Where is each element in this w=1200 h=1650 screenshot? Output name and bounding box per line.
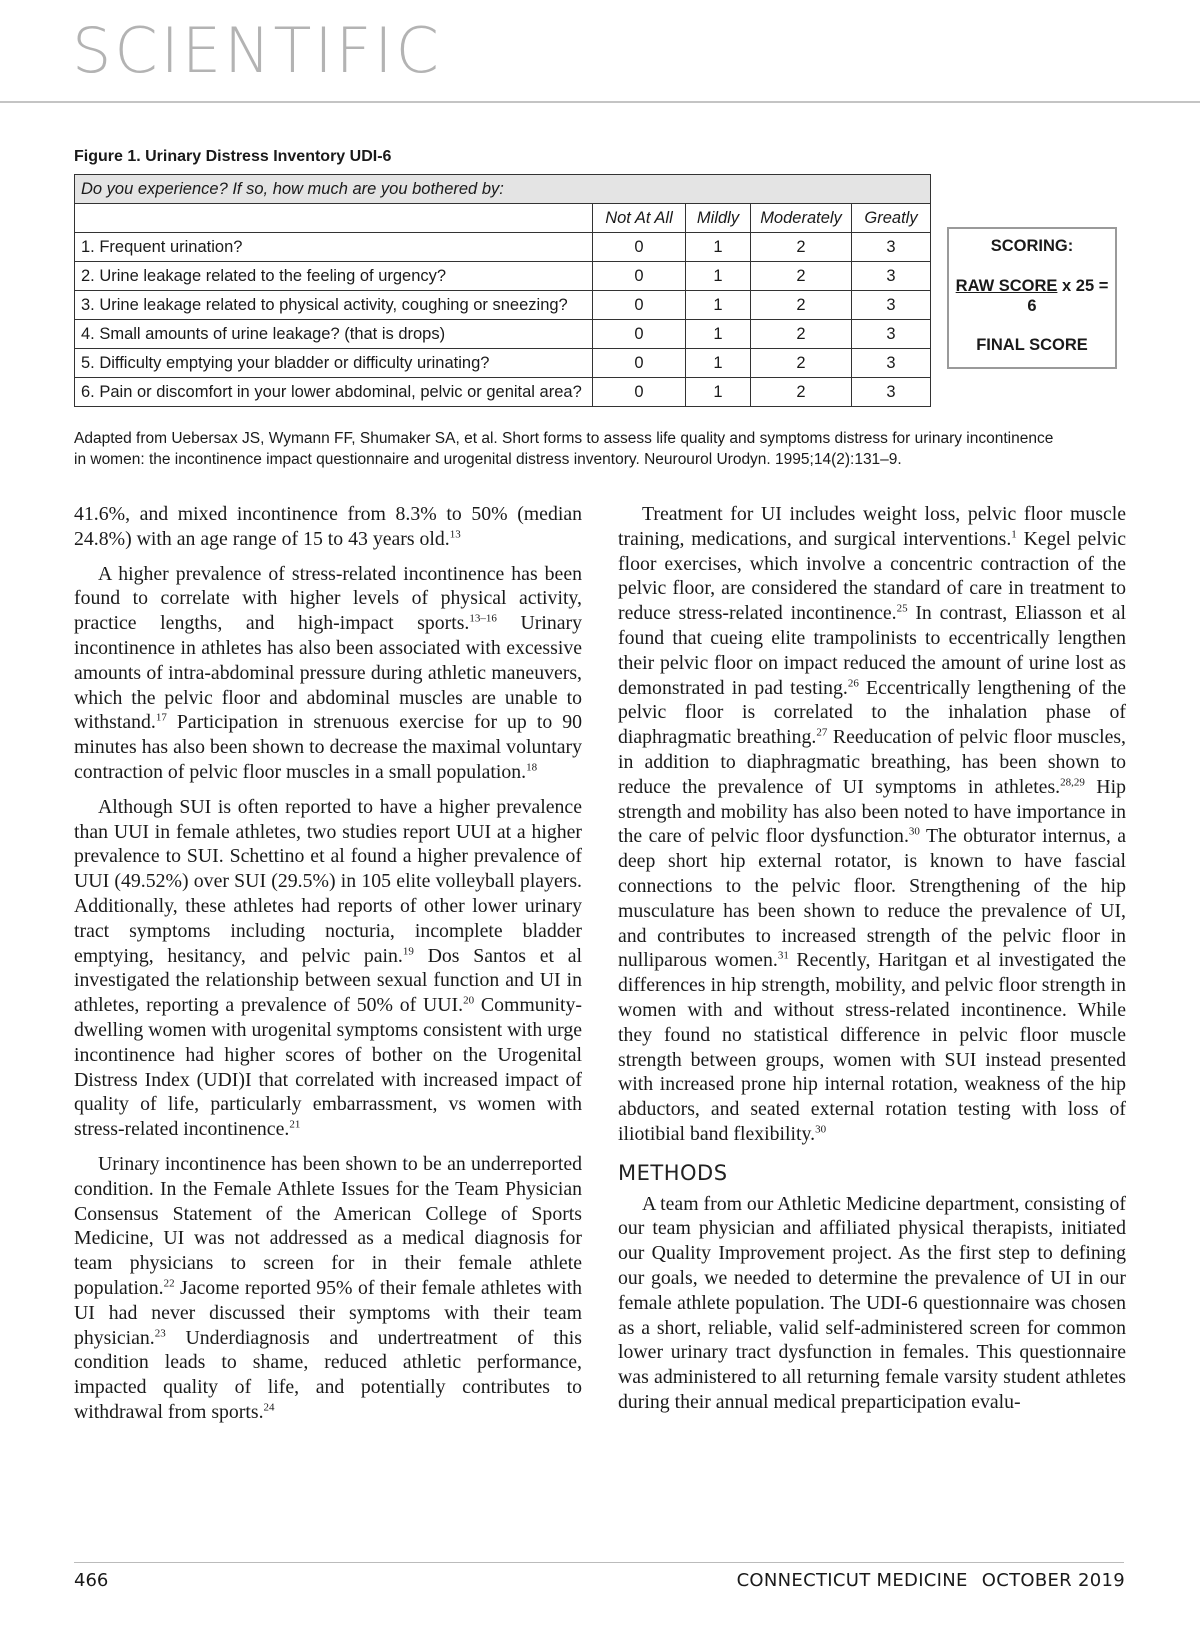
- score-cell: 0: [593, 378, 686, 407]
- score-cell: 0: [593, 320, 686, 349]
- table-prompt: Do you experience? If so, how much are you bothered by:: [75, 175, 931, 204]
- scoring-box: [947, 227, 1117, 369]
- question-label: 3. Urine leakage related to physical activity, coughing or sneezing?: [75, 291, 593, 320]
- citation: 22: [163, 1277, 175, 1290]
- citation: 31: [777, 949, 789, 962]
- section-header: SCIENTIFIC: [72, 14, 442, 87]
- right-column: [618, 502, 1126, 1425]
- score-cell: 1: [686, 349, 751, 378]
- citation: 18: [526, 761, 538, 774]
- paragraph: Although SUI is often reported to have a higher prevalence than UUI in female athletes, two studies report UUI at a higher prevalence to SUI. Schettino et al found a higher prevalence of UUI (49.52%) over SUI (29.5%) in 105 elite volleyball players. Additionally, these athletes had reports of other lower urinary tract symptoms including nocturia, incomplete bladder emptying, hesitancy, and pelvic pain.$^{19}$ Dos Santos et al investigated the relationship between sexual function and UI in athletes, reporting a prevalence of 50% of UUI.$^{20}$ Community-dwelling women with urogenital symptoms consistent with urge incontinence had higher scores of bother on the Urogenital Distress Index (UDI)I that correlated with increased impact of quality of life, particularly embarrassment, vs women with stress-related incontinence.$^{21}$: [74, 795, 582, 1141]
- citation: 30: [908, 825, 920, 838]
- table-row: [75, 349, 931, 378]
- question-label: 2. Urine leakage related to the feeling of urgency?: [75, 262, 593, 291]
- citation: 13: [449, 528, 461, 541]
- question-label: 5. Difficulty emptying your bladder or difficulty urinating?: [75, 349, 593, 378]
- score-cell: 2: [751, 233, 852, 262]
- score-cell: 0: [593, 291, 686, 320]
- journal-name: CONNECTICUT MEDICINE: [736, 1570, 968, 1591]
- scoring-formula: [949, 276, 1115, 316]
- journal-footer: [737, 1570, 1125, 1591]
- formula-multiplier: x 25 =: [1057, 277, 1109, 295]
- score-cell: 1: [686, 291, 751, 320]
- table-row: [75, 233, 931, 262]
- footer-divider: [74, 1562, 1124, 1563]
- citation: 1: [1011, 528, 1017, 541]
- score-cell: 2: [751, 262, 852, 291]
- paragraph: Treatment for UI includes weight loss, pelvic floor muscle training, medications, and surgical interventions.$^1$ Kegel pelvic floor exercises, which involve a concentric contraction of the pelvic floor, are considered the standard of care in treatment to reduce stress-related incontinence.$^{25}$ In contrast, Eliasson et al found that cueing elite trampolinists to eccentrically lengthen their pelvic floor on impact reduced the amount of urine lost as demonstrated in pad testing.$^{26}$ Eccentrically lengthening of the pelvic floor is correlated to the inhalation phase of diaphragmatic breathing.$^{27}$ Reeducation of pelvic floor muscles, in addition to diaphragmatic breathing, has been shown to reduce the prevalence of UI symptoms in athletes.$^{28,29}$ Hip strength and mobility has also been noted to have importance in the care of pelvic floor dysfunction.$^{30}$ The obturator internus, a deep short hip external rotator, is known to have fascial connections to the pelvic floor. Strengthening of the hip musculature has been shown to reduce the prevalence of UI, and contributes to increased strength of the pelvic floor in nulliparous women.$^{31}$ Recently, Haritgan et al investigated the differences in hip strength, mobility, and pelvic floor strength in women with and without stress-related incontinence. While they found no statistical difference in pelvic floor muscle strength between groups, women with SUI instead presented with increased prone hip internal rotation, weakness of the hip abductors, and seated external rotation testing with loss of iliotibial band flexibility.$^{30}$: [618, 503, 1126, 1145]
- paragraph: Urinary incontinence has been shown to be an underreported condition. In the Female Athlete Issues for the Team Physician Consensus Statement of the American College of Sports Medicine, UI was not addressed as a medical diagnosis for team physicians to screen for in their female athlete population.$^{22}$ Jacome reported 95% of their female athletes with UI had never discussed their symptoms with their team physician.$^{23}$ Underdiagnosis and undertreatment of this condition leads to shame, reduced athletic performance, impacted quality of life, and potentially contributes to withdrawal from sports.$^{24}$: [74, 1152, 582, 1423]
- formula-divisor: 6: [1027, 297, 1037, 315]
- question-label: 1. Frequent urination?: [75, 233, 593, 262]
- citation: 23: [154, 1326, 166, 1339]
- score-cell: 1: [686, 262, 751, 291]
- question-label: 6. Pain or discomfort in your lower abdominal, pelvic or genital area?: [75, 378, 593, 407]
- citation: 19: [402, 944, 414, 957]
- caption-line: in women: the incontinence impact questionnaire and urogenital distress inventory. Neurourol Urodyn. 1995;14(2):131–9.: [74, 451, 902, 468]
- col-header-mildly: Mildly: [686, 204, 751, 233]
- table-row: [75, 378, 931, 407]
- methods-heading: METHODS: [618, 1160, 728, 1185]
- score-cell: 2: [751, 349, 852, 378]
- score-cell: 1: [686, 233, 751, 262]
- score-cell: 3: [852, 378, 931, 407]
- page-number: 466: [74, 1570, 109, 1591]
- citation: 17: [155, 711, 167, 724]
- citation: 13–16: [469, 612, 497, 625]
- caption-line: Adapted from Uebersax JS, Wymann FF, Shumaker SA, et al. Short forms to assess life quality and symptoms distress for urinary incontinence: [74, 430, 1054, 447]
- figure-title: Figure 1. Urinary Distress Inventory UDI-6: [74, 148, 392, 165]
- question-label: 4. Small amounts of urine leakage? (that is drops): [75, 320, 593, 349]
- paragraph: A team from our Athletic Medicine department, consisting of our team physician and affiliated physical therapists, initiated our Quality Improvement project. As the first step to defining our goals, we needed to determine the prevalence of UI in our female athlete population. The UDI-6 questionnaire was chosen as a short, reliable, valid self-administered screen for common lower urinary tract dysfunction in females. This questionnaire was administered to all returning female varsity student athletes during their annual medical preparticipation evalu-: [618, 1192, 1126, 1413]
- score-cell: 1: [686, 378, 751, 407]
- citation: 24: [263, 1401, 275, 1414]
- raw-score-label: RAW SCORE: [955, 277, 1058, 295]
- final-score-label: FINAL SCORE: [976, 336, 1088, 354]
- score-cell: 3: [852, 320, 931, 349]
- citation: 28,29: [1060, 776, 1085, 789]
- score-cell: 3: [852, 291, 931, 320]
- score-cell: 1: [686, 320, 751, 349]
- citation: 25: [896, 602, 908, 615]
- figure-caption: [74, 428, 1124, 470]
- table-row: [75, 320, 931, 349]
- paragraph: 41.6%, and mixed incontinence from 8.3% to 50% (median 24.8%) with an age range of 15 to 43 years old.$^{13}$: [74, 503, 582, 550]
- table-header-row: [75, 204, 931, 233]
- score-cell: 0: [593, 349, 686, 378]
- score-cell: 3: [852, 262, 931, 291]
- udi6-table: [74, 174, 931, 407]
- citation: 26: [847, 676, 859, 689]
- score-cell: 3: [852, 349, 931, 378]
- col-header-moderately: Moderately: [751, 204, 852, 233]
- scoring-title: SCORING:: [990, 237, 1074, 255]
- col-header-greatly: Greatly: [852, 204, 931, 233]
- table-row: [75, 262, 931, 291]
- col-header-not-at-all: Not At All: [593, 204, 686, 233]
- table-row: [75, 291, 931, 320]
- issue-date: OCTOBER 2019: [981, 1570, 1125, 1591]
- table-prompt-row: [75, 175, 931, 204]
- header-divider: [0, 101, 1200, 103]
- score-cell: 2: [751, 320, 852, 349]
- score-cell: 0: [593, 262, 686, 291]
- citation: 21: [289, 1118, 301, 1131]
- header-blank-cell: [75, 204, 593, 233]
- citation: 27: [816, 726, 828, 739]
- citation: 20: [463, 994, 475, 1007]
- score-cell: 2: [751, 291, 852, 320]
- paragraph: A higher prevalence of stress-related incontinence has been found to correlate with higher levels of physical activity, practice lengths, and high-impact sports.$^{13-16}$ Urinary incontinence in athletes has also been associated with excessive amounts of intra-abdominal pressure during athletic maneuvers, which the pelvic floor and abdominal muscles are unable to withstand.$^{17}$ Participation in strenuous exercise for up to 90 minutes has also been shown to decrease the maximal voluntary contraction of pelvic floor muscles in a small population.$^{18}$: [74, 562, 582, 783]
- score-cell: 0: [593, 233, 686, 262]
- citation: 30: [815, 1123, 827, 1136]
- left-column: [74, 502, 582, 1435]
- score-cell: 2: [751, 378, 852, 407]
- score-cell: 3: [852, 233, 931, 262]
